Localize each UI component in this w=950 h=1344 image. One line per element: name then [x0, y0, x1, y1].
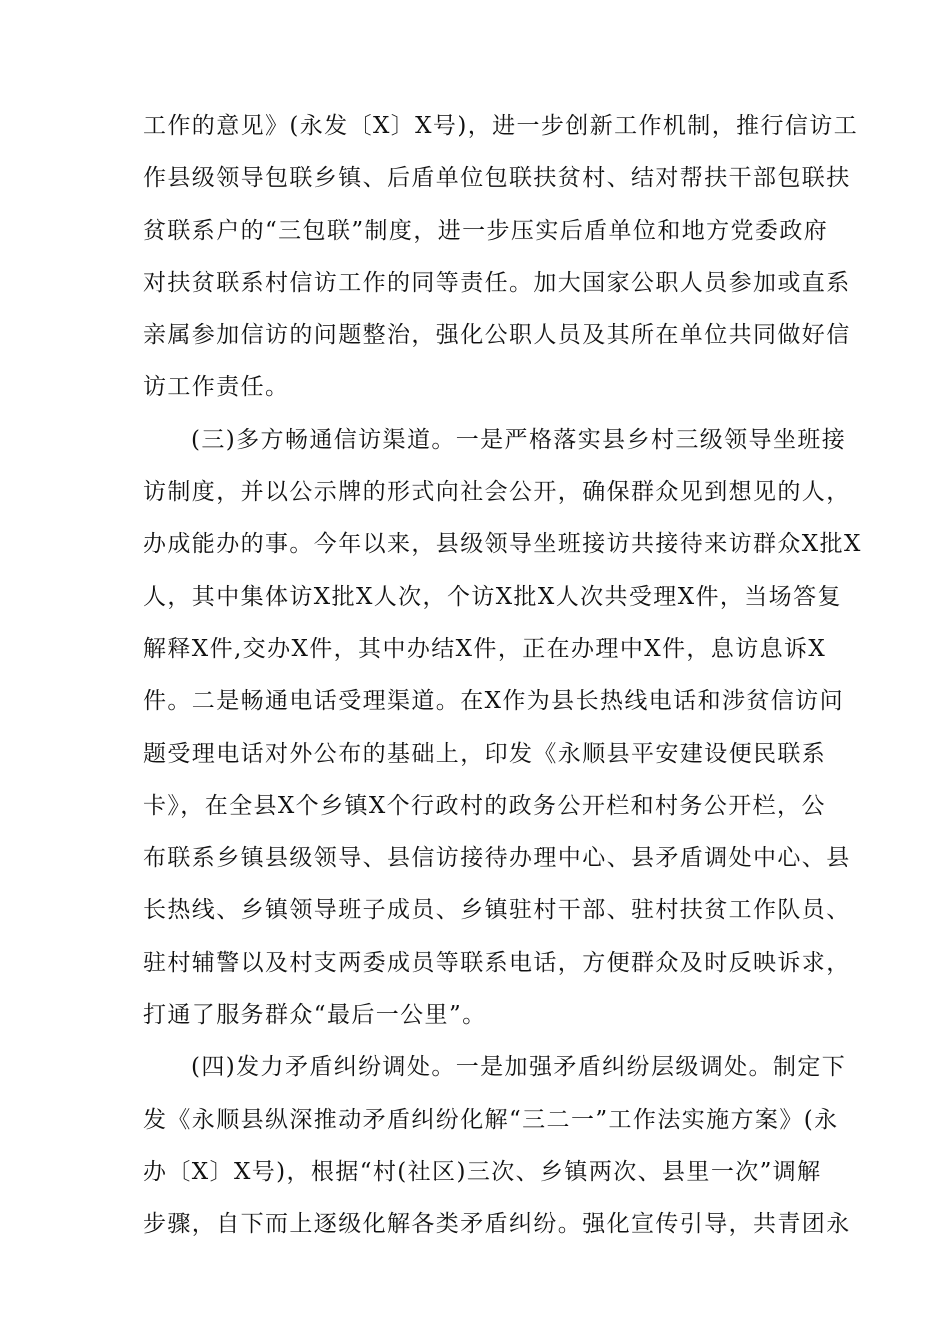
- body-text: [143, 100, 862, 1251]
- section-heading-line: (四)发力矛盾纠纷调处。一是加强矛盾纠纷层级调处。制定下: [191, 1054, 847, 1081]
- text-line: 步骤，自下而上逐级化解各类矛盾纠纷。强化宣传引导，共青团永: [143, 1211, 851, 1238]
- text-line: 对扶贫联系村信访工作的同等责任。加大国家公职人员参加或直系: [143, 269, 851, 296]
- text-line: 办〔X〕X号)，根据“村(社区)三次、乡镇两次、县里一次”调解: [143, 1158, 822, 1185]
- section-heading-line: (三)多方畅通信访渠道。一是严格落实县乡村三级领导坐班接: [191, 426, 847, 453]
- text-line: 布联系乡镇县级领导、县信访接待办理中心、县矛盾调处中心、县: [143, 845, 851, 872]
- text-line: 办成能办的事。今年以来，县级领导坐班接访共接待来访群众X批X: [143, 531, 862, 558]
- text-line: 题受理电话对外公布的基础上，印发《永顺县平安建设便民联系: [143, 740, 827, 767]
- text-line: 卡》，在全县X个乡镇X个行政村的政务公开栏和村务公开栏，公: [143, 792, 826, 819]
- text-line: 长热线、乡镇领导班子成员、乡镇驻村干部、驻村扶贫工作队员、: [143, 897, 851, 924]
- text-line: 发《永顺县纵深推动矛盾纠纷化解“三二一”工作法实施方案》(永: [143, 1106, 839, 1133]
- text-line: 人，其中集体访X批X人次，个访X批X人次共受理X件，当场答复: [143, 583, 842, 610]
- text-line: 作县级领导包联乡镇、后盾单位包联扶贫村、结对帮扶干部包联扶: [143, 165, 851, 192]
- text-line: 亲属参加信访的问题整治，强化公职人员及其所在单位共同做好信: [143, 322, 851, 349]
- text-line: 件。二是畅通电话受理渠道。在X作为县长热线电话和涉贫信访问: [143, 688, 844, 715]
- text-line: 贫联系户的“三包联”制度，进一步压实后盾单位和地方党委政府: [143, 217, 829, 244]
- text-line: 解释X件,交办X件，其中办结X件，正在办理中X件，息访息诉X: [143, 635, 827, 662]
- text-line: 驻村辅警以及村支两委成员等联系电话，方便群众及时反映诉求，: [143, 949, 851, 976]
- text-line: 访工作责任。: [143, 374, 290, 401]
- text-line: 访制度，并以公示牌的形式向社会公开，确保群众见到想见的人，: [143, 479, 851, 506]
- text-line: 打通了服务群众“最后一公里”。: [143, 1002, 487, 1029]
- text-line: 工作的意见》(永发〔X〕X号)，进一步创新工作机制，推行信访工: [143, 113, 859, 139]
